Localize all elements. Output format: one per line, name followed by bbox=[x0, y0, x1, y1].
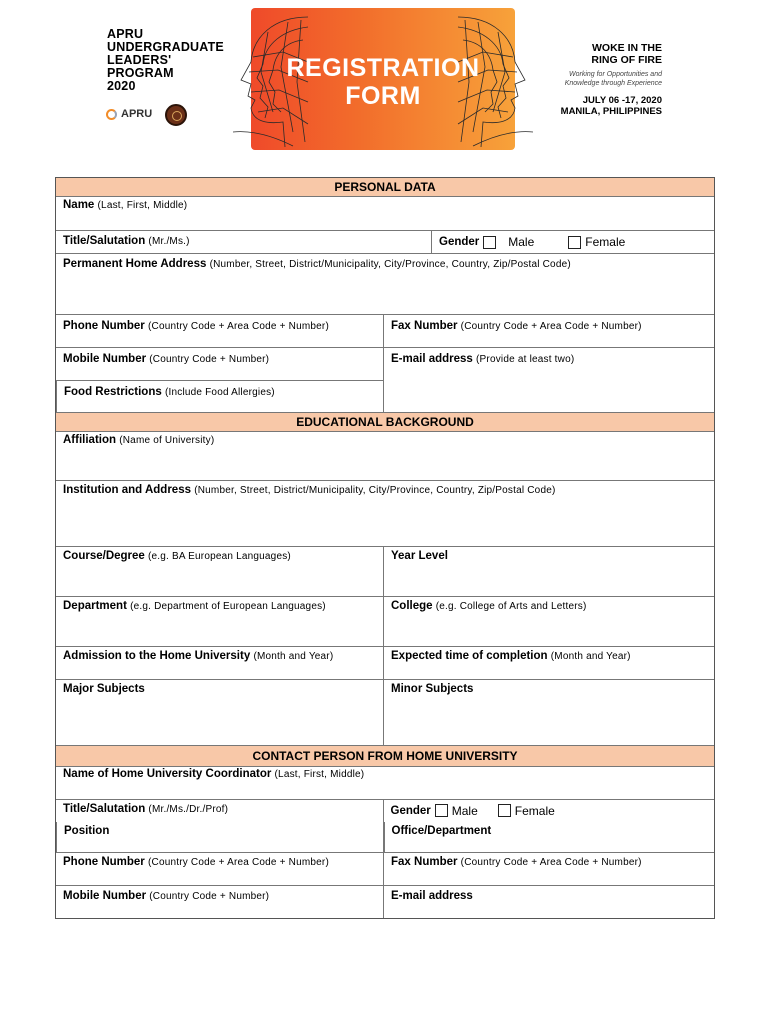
mobile-food-column bbox=[56, 348, 383, 412]
field-label: Title/Salutation bbox=[63, 235, 146, 247]
field-label: College bbox=[391, 600, 433, 612]
mobile-email-food-row bbox=[56, 348, 714, 413]
title-gender-row bbox=[56, 231, 714, 254]
program-title bbox=[107, 28, 224, 93]
event-date: JULY 06 -17, 2020 bbox=[582, 95, 662, 106]
female-option-label: Female bbox=[514, 803, 555, 818]
section-personal-data bbox=[56, 178, 714, 197]
field-hint: (Country Code + Area Code + Number) bbox=[460, 321, 642, 332]
registration-form bbox=[55, 177, 715, 919]
contact-right-column bbox=[383, 800, 715, 852]
program-title-line: LEADERS' bbox=[107, 53, 172, 67]
affiliation-row[interactable] bbox=[56, 432, 714, 481]
field-label: E-mail address bbox=[391, 353, 473, 365]
event-tagline-line: Knowledge through Experience bbox=[564, 80, 662, 87]
field-label: Major Subjects bbox=[63, 683, 145, 695]
field-label: Gender bbox=[439, 236, 480, 248]
field-label: Phone Number bbox=[63, 320, 145, 332]
field-label: Phone Number bbox=[63, 856, 145, 868]
event-theme bbox=[556, 42, 662, 66]
program-title-line: APRU bbox=[107, 27, 144, 41]
major-subjects-field[interactable] bbox=[56, 680, 383, 745]
food-restrictions-field[interactable] bbox=[56, 381, 383, 412]
section-contact-person bbox=[56, 746, 714, 767]
mobile-field[interactable] bbox=[56, 348, 383, 381]
field-label: Office/Department bbox=[391, 824, 492, 837]
field-label: Name bbox=[63, 199, 95, 211]
coordinator-name-field[interactable] bbox=[56, 767, 714, 799]
field-hint: (Name of University) bbox=[119, 435, 215, 446]
field-hint: (Include Food Allergies) bbox=[164, 387, 275, 398]
affiliation-field[interactable] bbox=[56, 432, 714, 480]
section-title: PERSONAL DATA bbox=[334, 180, 436, 194]
contact-mobile-email-row bbox=[56, 886, 714, 919]
field-label: Year Level bbox=[391, 550, 448, 562]
institution-row[interactable] bbox=[56, 481, 714, 547]
male-option-label: Male bbox=[508, 235, 535, 249]
event-place: MANILA, PHILIPPINES bbox=[560, 106, 662, 117]
institution-address-field[interactable] bbox=[56, 481, 714, 546]
field-hint: (Last, First, Middle) bbox=[97, 200, 188, 211]
department-field[interactable] bbox=[56, 597, 383, 646]
field-hint: (Country Code + Area Code + Number) bbox=[148, 857, 329, 868]
section-educational-background bbox=[56, 413, 714, 432]
field-label: Department bbox=[63, 600, 127, 612]
field-hint: (Month and Year) bbox=[253, 651, 334, 662]
field-hint: (Mr./Ms.) bbox=[148, 236, 190, 247]
field-hint: (e.g. College of Arts and Letters) bbox=[435, 601, 587, 612]
office-department-field[interactable] bbox=[384, 822, 715, 852]
field-hint: (Last, First, Middle) bbox=[274, 769, 365, 780]
program-title-line: PROGRAM bbox=[107, 66, 174, 80]
section-title: EDUCATIONAL BACKGROUND bbox=[296, 415, 474, 429]
field-label: Position bbox=[64, 824, 110, 837]
contact-title-position-row bbox=[56, 800, 714, 853]
phone-fax-row bbox=[56, 315, 714, 348]
field-label: Food Restrictions bbox=[64, 386, 162, 398]
field-label: Course/Degree bbox=[63, 550, 145, 562]
field-label: Fax Number bbox=[391, 856, 458, 868]
home-address-field[interactable] bbox=[56, 254, 714, 314]
field-label: Name of Home University Coordinator bbox=[63, 768, 272, 780]
contact-email-field[interactable] bbox=[383, 886, 714, 918]
event-theme-line: RING OF FIRE bbox=[591, 54, 662, 66]
field-hint: (Number, Street, District/Municipality, City/Province, Country, Zip/Postal Code) bbox=[209, 259, 571, 270]
field-hint: (Country Code + Area Code + Number) bbox=[148, 321, 329, 332]
female-checkbox[interactable] bbox=[568, 236, 581, 249]
admission-field[interactable] bbox=[56, 647, 383, 679]
field-hint: (Country Code + Number) bbox=[149, 354, 270, 365]
field-label: Gender bbox=[390, 804, 431, 817]
course-year-row bbox=[56, 547, 714, 597]
coordinator-row[interactable] bbox=[56, 767, 714, 800]
field-label: Institution and Address bbox=[63, 484, 191, 496]
field-hint: (e.g. BA European Languages) bbox=[148, 551, 291, 562]
field-label: Mobile Number bbox=[63, 890, 147, 902]
contact-mobile-field[interactable] bbox=[56, 886, 383, 918]
field-label: Admission to the Home University bbox=[63, 650, 251, 662]
field-label: Mobile Number bbox=[63, 353, 147, 365]
apru-logo-text: APRU bbox=[121, 108, 153, 120]
event-tagline-line: Working for Opportunities and bbox=[569, 71, 662, 78]
program-title-line: 2020 bbox=[107, 79, 136, 93]
minor-subjects-field[interactable] bbox=[383, 680, 714, 745]
field-label: E-mail address bbox=[391, 890, 473, 902]
university-seal-icon bbox=[165, 104, 187, 126]
field-label: Minor Subjects bbox=[391, 683, 474, 695]
field-hint: (Mr./Ms./Dr./Prof) bbox=[148, 804, 229, 815]
apru-ring-icon bbox=[106, 109, 117, 120]
field-label: Expected time of completion bbox=[391, 650, 548, 662]
contact-phone-field[interactable] bbox=[56, 853, 383, 885]
name-field[interactable] bbox=[56, 197, 714, 230]
field-hint: (e.g. Department of European Languages) bbox=[130, 601, 326, 612]
section-title: CONTACT PERSON FROM HOME UNIVERSITY bbox=[252, 749, 518, 763]
admission-completion-row bbox=[56, 647, 714, 680]
banner-title-line2: FORM bbox=[345, 82, 421, 110]
field-hint: (Number, Street, District/Municipality, City/Province, Country, Zip/Postal Code) bbox=[194, 485, 556, 496]
banner-title-line1: REGISTRATION bbox=[286, 54, 480, 82]
field-label: Title/Salutation bbox=[63, 803, 146, 815]
name-row[interactable] bbox=[56, 197, 714, 231]
contact-title-field[interactable] bbox=[56, 800, 383, 822]
subjects-row bbox=[56, 680, 714, 746]
contact-gender-field bbox=[384, 800, 715, 822]
college-field[interactable] bbox=[383, 597, 714, 646]
event-tagline bbox=[556, 70, 662, 88]
male-option-label: Male bbox=[451, 803, 478, 818]
title-salutation-field[interactable] bbox=[56, 231, 431, 253]
female-option-label: Female bbox=[585, 235, 626, 249]
field-hint: (Country Code + Area Code + Number) bbox=[460, 857, 642, 868]
email-field[interactable] bbox=[383, 348, 714, 412]
field-label: Permanent Home Address bbox=[63, 258, 207, 270]
field-label: Affiliation bbox=[63, 434, 117, 446]
event-theme-line: WOKE IN THE bbox=[592, 42, 662, 54]
field-label: Fax Number bbox=[391, 320, 458, 332]
program-title-line: UNDERGRADUATE bbox=[107, 40, 224, 54]
completion-field[interactable] bbox=[383, 647, 714, 679]
contact-fax-field[interactable] bbox=[383, 853, 714, 885]
fax-field[interactable] bbox=[383, 315, 714, 347]
form-header bbox=[0, 0, 770, 160]
position-field[interactable] bbox=[56, 822, 383, 852]
phone-field[interactable] bbox=[56, 315, 383, 347]
field-hint: (Provide at least two) bbox=[476, 354, 575, 365]
registration-banner bbox=[213, 8, 553, 150]
field-hint: (Month and Year) bbox=[550, 651, 631, 662]
field-hint: (Country Code + Number) bbox=[149, 891, 270, 902]
department-college-row bbox=[56, 597, 714, 647]
contact-male-checkbox[interactable] bbox=[435, 804, 448, 817]
address-row[interactable] bbox=[56, 254, 714, 315]
year-level-field[interactable] bbox=[383, 547, 714, 596]
contact-female-checkbox[interactable] bbox=[498, 804, 511, 817]
event-dates bbox=[540, 95, 662, 117]
apru-logo bbox=[106, 108, 152, 120]
contact-phone-fax-row bbox=[56, 853, 714, 886]
contact-left-column bbox=[56, 800, 383, 852]
male-checkbox[interactable] bbox=[483, 236, 496, 249]
course-degree-field[interactable] bbox=[56, 547, 383, 596]
gender-field bbox=[431, 231, 714, 253]
